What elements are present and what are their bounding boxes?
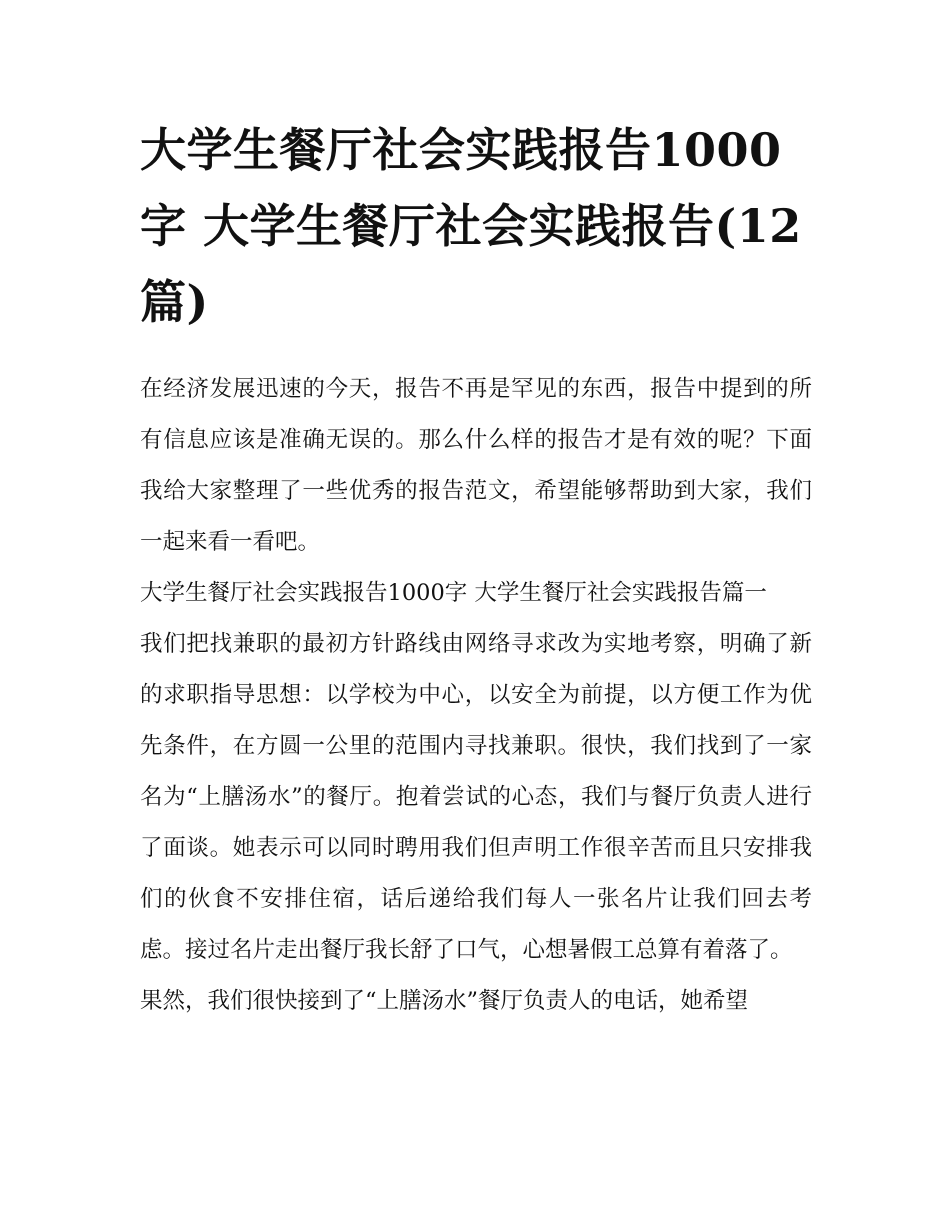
section-heading: 大学生餐厅社会实践报告1000字 大学生餐厅社会实践报告篇一: [140, 580, 767, 606]
document-title: 大学生餐厅社会实践报告1000字 大学生餐厅社会实践报告(12篇): [140, 123, 802, 329]
body-paragraph-1: 我们把找兼职的最初方针路线由网络寻求改为实地考察，明确了新的求职指导思想：以学校为中心，以安全为前提，以方便工作为优先条件，在方圆一公里的范围内寻找兼职。很快，我们找到了一家名为“上膳汤水”的餐厅。抱着尝试的心态，我们与餐厅负责人进行了面谈。她表示可以同时聘用我们但声明工作很辛苦而且只安排我们的伙食不安排住宿，话后递给我们每人一张名片让我们回去考虑。接过名片走出餐厅我长舒了口气，心想暑假工总算有着落了。: [140, 631, 812, 963]
intro-paragraph: 在经济发展迅速的今天，报告不再是罕见的东西，报告中提到的所有信息应该是准确无误的。那么什么样的报告才是有效的呢？下面我给大家整理了一些优秀的报告范文，希望能够帮助到大家，我们一起来看一看吧。: [140, 376, 812, 555]
document-page: [140, 112, 812, 1027]
body-paragraph-2: 果然，我们很快接到了“上膳汤水”餐厅负责人的电话，她希望: [140, 988, 749, 1014]
